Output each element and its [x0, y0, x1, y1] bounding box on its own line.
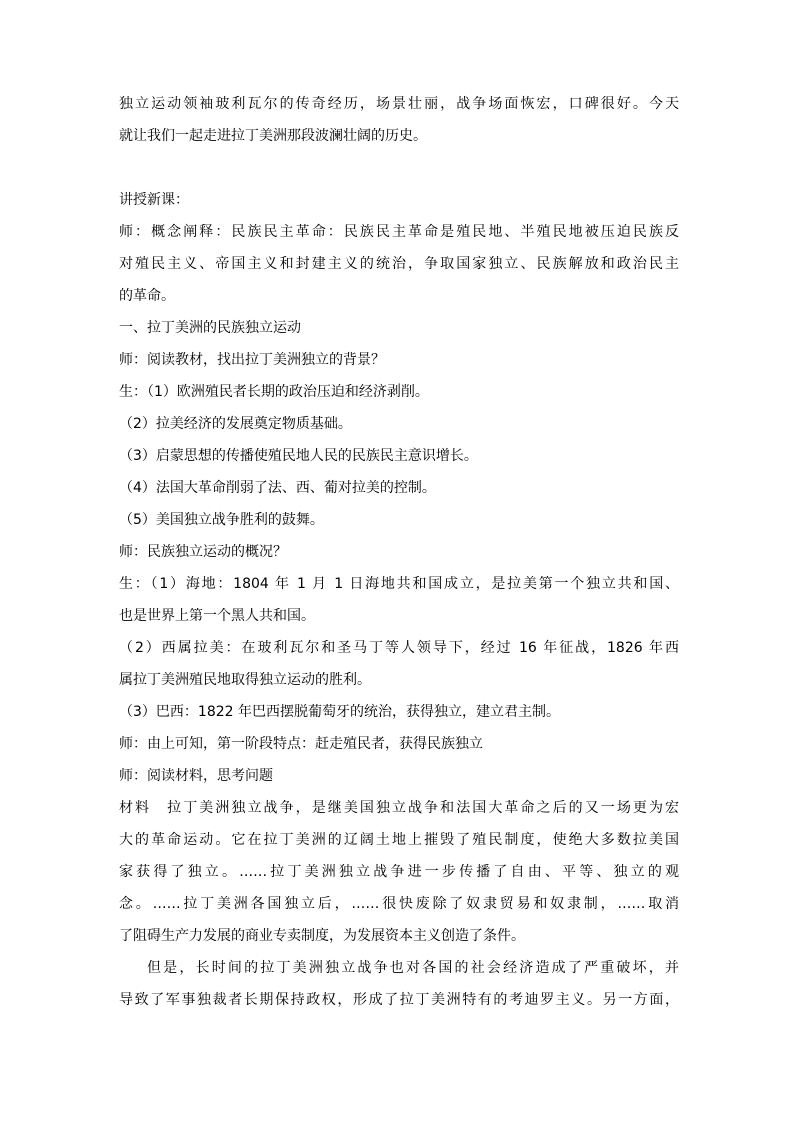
question-3: 师：阅读材料，思考问题: [119, 768, 273, 784]
answer-2-line-1: 生：（1）海地：1804 年 1 月 1 日海地共和国成立，是拉美第一个独立共和国、: [119, 576, 679, 592]
material-line-5: 了阻碍生产力发展的商业专卖制度，为发展资本主义创造了条件。: [119, 928, 525, 944]
intro-line-1: 独立运动领袖玻利瓦尔的传奇经历，场景壮丽，战争场面恢宏，口碑很好。今天: [119, 96, 679, 112]
question-1: 师：阅读教材，找出拉丁美洲独立的背景？: [119, 352, 385, 368]
summary-line: 师：由上可知，第一阶段特点：赶走殖民者，获得民族独立: [119, 736, 483, 752]
paragraph-gap: [119, 158, 679, 190]
answer-1-line-4: （4）法国大革命削弱了法、西、葡对拉美的控制。: [119, 480, 436, 496]
section-title: 一、拉丁美洲的民族独立运动: [119, 320, 301, 336]
intro-line-2: 就让我们一起走进拉丁美洲那段波澜壮阔的历史。: [119, 128, 427, 144]
material-line-1: 材料 拉丁美洲独立战争，是继美国独立战争和法国大革命之后的又一场更为宏: [119, 800, 679, 816]
answer-1-line-2: （2）拉美经济的发展奠定物质基础。: [119, 416, 352, 432]
concept-line-3: 的革命。: [119, 288, 175, 304]
material-line-4: 念。……拉丁美洲各国独立后，……很快废除了奴隶贸易和奴隶制，……取消: [119, 896, 679, 912]
material-p2-line-2: 导致了军事独裁者长期保持政权，形成了拉丁美洲特有的考迪罗主义。另一方面，: [119, 992, 679, 1008]
answer-1-line-5: （5）美国独立战争胜利的鼓舞。: [119, 512, 324, 528]
concept-line-1: 师：概念阐释：民族民主革命：民族民主革命是殖民地、半殖民地被压迫民族反: [119, 224, 679, 240]
answer-2-line-3: （2）西属拉美：在玻利瓦尔和圣马丁等人领导下，经过 16 年征战，1826 年西: [119, 640, 679, 656]
answer-2-line-2: 也是世界上第一个黑人共和国。: [119, 608, 315, 624]
material-line-2: 大的革命运动。它在拉丁美洲的辽阔土地上摧毁了殖民制度，使绝大多数拉美国: [119, 832, 679, 848]
material-line-3: 家获得了独立。……拉丁美洲独立战争进一步传播了自由、平等、独立的观: [119, 864, 679, 880]
question-2: 师：民族独立运动的概况？: [119, 544, 287, 560]
answer-2-line-4: 属拉丁美洲殖民地取得独立运动的胜利。: [119, 672, 371, 688]
new-lesson-heading: 讲授新课：: [119, 192, 189, 208]
answer-1-line-1: 生：（1）欧洲殖民者长期的政治压迫和经济剥削。: [119, 384, 429, 400]
document-page: [119, 94, 679, 1022]
concept-line-2: 对殖民主义、帝国主义和封建主义的统治，争取国家独立、民族解放和政治民主: [119, 256, 679, 272]
material-p2-line-1: 但是，长时间的拉丁美洲独立战争也对各国的社会经济造成了严重破坏，并: [147, 960, 679, 976]
answer-2-line-5: （3）巴西：1822 年巴西摆脱葡萄牙的统治，获得独立，建立君主制。: [119, 704, 560, 720]
answer-1-line-3: （3）启蒙思想的传播使殖民地人民的民族民主意识增长。: [119, 448, 478, 464]
